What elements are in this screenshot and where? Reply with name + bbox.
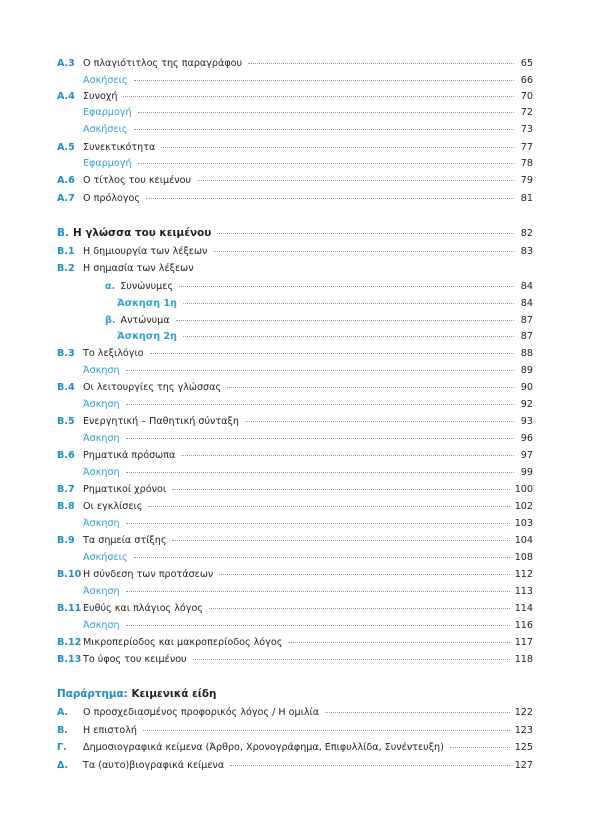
toc-entry[interactable]	[57, 330, 533, 344]
dot-leader	[197, 180, 514, 181]
toc-entry-title: Η επιστολή	[83, 725, 137, 736]
toc-entry-title: Οι εγκλίσεις	[83, 501, 143, 512]
toc-entry-title: Ασκήσεις	[83, 75, 128, 86]
dot-leader	[176, 320, 514, 321]
dot-leader	[146, 198, 514, 199]
toc-entry-title: Η γλώσσα του κειμένου	[73, 227, 212, 239]
toc-entry-code: Α.6	[57, 175, 75, 186]
toc-entry-page-number: 125	[514, 742, 533, 753]
dot-leader	[179, 286, 514, 287]
dot-leader	[245, 421, 514, 422]
toc-entry-title: Ασκήσεις	[83, 552, 128, 563]
toc-entry-title: Άσκηση	[83, 399, 120, 410]
toc-entry-title: Ρηματικοί χρόνοι	[83, 484, 167, 495]
toc-entry[interactable]	[57, 364, 533, 378]
dot-leader	[123, 96, 514, 97]
toc-entry[interactable]	[57, 226, 533, 240]
toc-entry-title: Ο τίτλος του κειμένου	[83, 175, 192, 186]
toc-entry-page-number: 65	[520, 58, 533, 69]
toc-entry-title: Άσκηση 2η	[117, 331, 177, 342]
toc-entry-code: Β.9	[57, 535, 75, 546]
toc-entry-page-number: 90	[520, 382, 533, 393]
toc-entry-code: Β.2	[57, 263, 75, 274]
toc-entry-page-number: 73	[520, 124, 533, 135]
dot-leader	[134, 557, 510, 558]
toc-entry-page-number: 77	[520, 142, 533, 153]
toc-entry-page-number: 70	[520, 91, 533, 102]
toc-entry-page-number: 93	[520, 416, 533, 427]
toc-entry-code: Α.4	[57, 91, 75, 102]
toc-entry-title: Άσκηση 1η	[117, 298, 177, 309]
dot-leader	[183, 303, 514, 304]
dot-leader	[126, 370, 514, 371]
dot-leader	[213, 251, 514, 252]
toc-entry-page-number: 108	[514, 552, 533, 563]
toc-entry-page-number: 118	[514, 654, 533, 665]
appendix-heading-label: Παράρτημα:	[57, 688, 128, 700]
toc-entry[interactable]	[57, 483, 533, 497]
toc-entry-code: Β.12	[57, 637, 82, 648]
dot-leader	[193, 659, 510, 660]
dot-leader	[126, 523, 510, 524]
toc-entry[interactable]	[57, 706, 533, 720]
toc-entry-page-number: 84	[520, 281, 533, 292]
toc-entry-code: Β.13	[57, 654, 82, 665]
dot-leader	[126, 591, 510, 592]
toc-entry-code: Β.1	[57, 246, 75, 257]
toc-entry[interactable]	[57, 619, 533, 633]
toc-entry[interactable]	[57, 347, 533, 361]
toc-entry-code: Β.	[57, 227, 69, 239]
toc-entry-code: Β.3	[57, 348, 75, 359]
dot-leader	[126, 472, 514, 473]
dot-leader	[134, 129, 514, 130]
toc-entry[interactable]	[57, 157, 533, 171]
toc-entry[interactable]	[57, 466, 533, 480]
toc-entry-page-number: 87	[520, 331, 533, 342]
dot-leader	[209, 608, 510, 609]
toc-entry-title: Η δημιουργία των λέξεων	[83, 246, 208, 257]
dot-leader	[230, 765, 509, 766]
toc-entry-title: Άσκηση	[83, 365, 120, 376]
toc-entry-page-number: 66	[520, 75, 533, 86]
toc-entry-page-number: 127	[514, 760, 533, 771]
dot-leader	[138, 163, 514, 164]
toc-entry-title: Οι λειτουργίες της γλώσσας	[83, 382, 222, 393]
toc-entry-page-number: 79	[520, 175, 533, 186]
toc-entry-page-number: 78	[520, 158, 533, 169]
toc-entry-page-number: 113	[514, 586, 533, 597]
toc-entry-title: Ο πρόλογος	[83, 193, 141, 204]
toc-entry-title: Άσκηση	[83, 518, 120, 529]
dot-leader	[450, 747, 510, 748]
toc-entry-page-number: 99	[520, 467, 533, 478]
toc-entry-page-number: 81	[520, 193, 533, 204]
toc-entry-code: Α.	[57, 707, 69, 718]
toc-entry-title: Δημοσιογραφικά κείμενα (Άρθρο, Χρονογράφημα, Επιφυλλίδα, Συνέντευξη)	[83, 742, 444, 753]
toc-entry-title: Ενεργητική – Παθητική σύνταξη	[83, 416, 239, 427]
toc-entry[interactable]	[57, 57, 533, 71]
toc-entry-code: Β.4	[57, 382, 75, 393]
toc-entry-page-number: 112	[514, 569, 533, 580]
dot-leader	[227, 387, 514, 388]
toc-entry[interactable]	[57, 585, 533, 599]
toc-entry[interactable]	[57, 262, 533, 276]
toc-entry[interactable]	[57, 759, 533, 773]
dot-leader	[288, 642, 509, 643]
toc-entry[interactable]	[57, 141, 533, 155]
toc-entry[interactable]	[57, 432, 533, 446]
toc-entry-code: Β.11	[57, 603, 82, 614]
toc-entry-code: Β.8	[57, 501, 75, 512]
toc-entry-title: Μικροπερίοδος και μακροπερίοδος λόγος	[83, 637, 283, 648]
toc-entry-page-number: 84	[520, 298, 533, 309]
toc-entry-title: Τα σημεία στίξης	[83, 535, 167, 546]
dot-leader	[126, 404, 514, 405]
toc-entry-page-number: 123	[514, 725, 533, 736]
dot-leader	[172, 540, 509, 541]
toc-entry-code: Β.10	[57, 569, 82, 580]
toc-entry[interactable]	[57, 398, 533, 412]
toc-entry[interactable]	[57, 724, 533, 738]
toc-entry-page-number: 72	[520, 107, 533, 118]
toc-entry-page-number: 97	[520, 450, 533, 461]
toc-entry[interactable]	[57, 297, 533, 311]
toc-entry-title: Συνεκτικότητα	[83, 142, 156, 153]
toc-entry[interactable]	[57, 653, 533, 667]
dot-leader	[138, 112, 514, 113]
toc-entry-page-number: 83	[520, 246, 533, 257]
toc-entry[interactable]	[57, 123, 533, 137]
toc-entry-title: Η σύνδεση των προτάσεων	[83, 569, 214, 580]
toc-entry[interactable]	[57, 192, 533, 206]
toc-entry-page-number: 103	[514, 518, 533, 529]
toc-entry-code: Δ.	[57, 760, 69, 771]
toc-entry[interactable]	[57, 314, 533, 328]
toc-entry-code: Β.7	[57, 484, 75, 495]
toc-entry-page-number: 117	[514, 637, 533, 648]
toc-entry[interactable]	[57, 280, 533, 294]
toc-entry-title: Το ύφος του κειμένου	[83, 654, 187, 665]
dot-leader	[325, 712, 510, 713]
dot-leader	[183, 336, 514, 337]
toc-entry-page-number: 104	[514, 535, 533, 546]
toc-entry[interactable]	[57, 381, 533, 395]
toc-entry-page-number: 82	[520, 228, 533, 239]
toc-entry-subcode: β.	[105, 315, 116, 326]
toc-entry-title: Ρηματικά πρόσωπα	[83, 450, 176, 461]
toc-entry-page-number: 102	[514, 501, 533, 512]
toc-entry[interactable]	[57, 551, 533, 565]
appendix-heading-title: Κειμενικά είδη	[127, 688, 217, 700]
toc-entry-page-number: 122	[514, 707, 533, 718]
toc-entry-title: Ο πλαγιότιτλος της παραγράφου	[83, 58, 243, 69]
toc-entry-title: Αντώνυμα	[120, 315, 170, 326]
dot-leader	[150, 353, 514, 354]
toc-entry-title: Ασκήσεις	[83, 124, 128, 135]
toc-entry[interactable]	[57, 245, 533, 259]
toc-entry-page-number: 89	[520, 365, 533, 376]
toc-entry-title: Συνοχή	[83, 91, 118, 102]
dot-leader	[181, 455, 514, 456]
toc-entry-code: Α.7	[57, 193, 75, 204]
toc-entry[interactable]	[57, 568, 533, 582]
toc-entry-code: Β.	[57, 725, 68, 736]
dot-leader	[217, 233, 514, 234]
toc-entry[interactable]	[57, 449, 533, 463]
toc-entry-title: Άσκηση	[83, 620, 120, 631]
toc-entry[interactable]	[57, 636, 533, 650]
toc-entry-title: Τα (αυτο)βιογραφικά κείμενα	[83, 760, 225, 771]
toc-entry-title: Ο προσχεδιασμένος προφορικός λόγος / Η ομιλία	[83, 707, 320, 718]
toc-entry-code: Α.3	[57, 58, 75, 69]
toc-entry-code: Α.5	[57, 142, 75, 153]
toc-entry-page-number: 100	[514, 484, 533, 495]
toc-entry-title: Συνώνυμες	[120, 281, 174, 292]
appendix-heading	[57, 687, 216, 701]
toc-entry-page-number: 96	[520, 433, 533, 444]
toc-entry-code: Γ.	[57, 742, 67, 753]
toc-entry-code: Β.6	[57, 450, 75, 461]
toc-entry-title: Το λεξιλόγιο	[83, 348, 144, 359]
toc-entry-title: Εφαρμογή	[83, 107, 132, 118]
dot-leader	[219, 574, 509, 575]
toc-entry[interactable]	[57, 90, 533, 104]
toc-entry[interactable]	[57, 74, 533, 88]
toc-entry[interactable]	[57, 534, 533, 548]
dot-leader	[148, 506, 509, 507]
dot-leader	[143, 730, 510, 731]
toc-entry-page-number: 114	[514, 603, 533, 614]
dot-leader	[126, 438, 514, 439]
dot-leader	[161, 147, 514, 148]
dot-leader	[134, 80, 514, 81]
toc-entry[interactable]	[57, 517, 533, 531]
toc-entry[interactable]	[57, 174, 533, 188]
toc-entry[interactable]	[57, 415, 533, 429]
toc-entry-page-number: 92	[520, 399, 533, 410]
toc-entry-title: Άσκηση	[83, 586, 120, 597]
dot-leader	[172, 489, 510, 490]
toc-entry-page-number: 88	[520, 348, 533, 359]
toc-entry-title: Εφαρμογή	[83, 158, 132, 169]
toc-entry-title: Άσκηση	[83, 433, 120, 444]
toc-entry-title: Η σημασία των λέξεων	[83, 263, 194, 274]
toc-entry-page-number: 87	[520, 315, 533, 326]
toc-entry-page-number: 116	[514, 620, 533, 631]
toc-entry-subcode: α.	[105, 281, 116, 292]
toc-entry[interactable]	[57, 741, 533, 755]
dot-leader	[126, 625, 510, 626]
toc-entry-title: Άσκηση	[83, 467, 120, 478]
toc-entry[interactable]	[57, 602, 533, 616]
dot-leader	[248, 63, 514, 64]
toc-entry[interactable]	[57, 500, 533, 514]
toc-entry-code: Β.5	[57, 416, 75, 427]
toc-entry-title: Ευθύς και πλάγιος λόγος	[83, 603, 203, 614]
toc-entry[interactable]	[57, 106, 533, 120]
